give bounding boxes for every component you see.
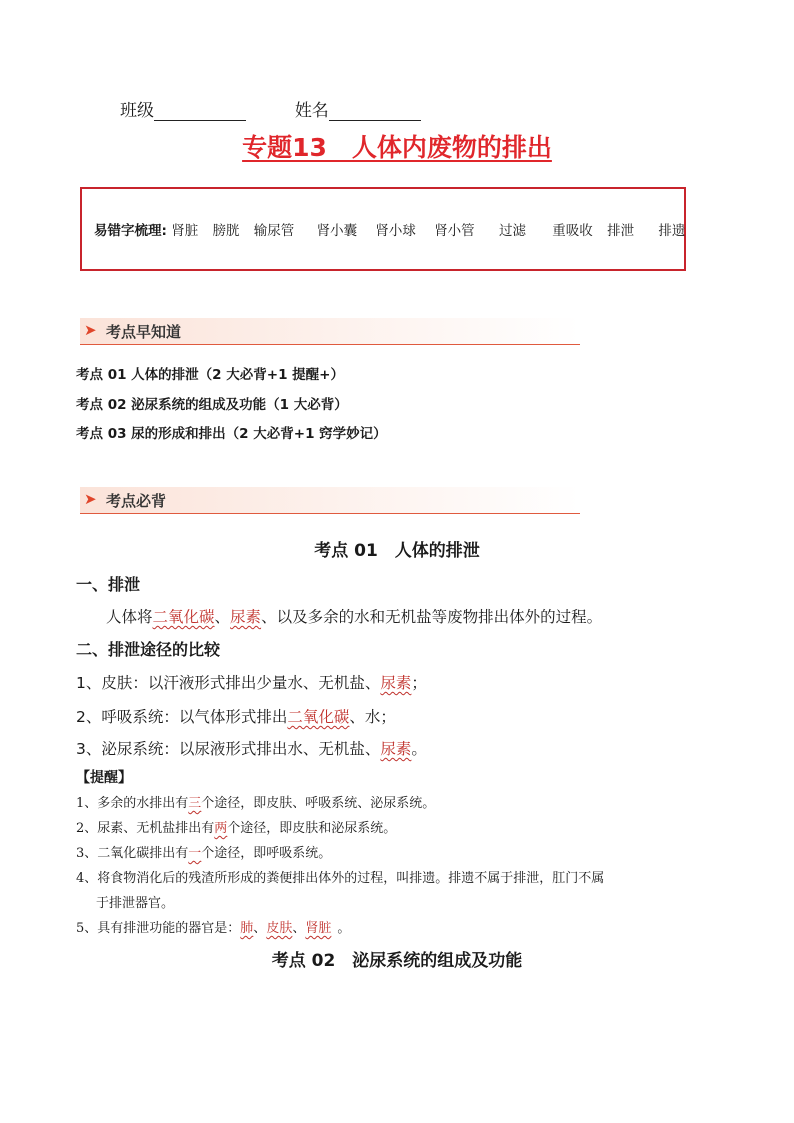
text-span: 、	[253, 921, 267, 936]
error-prone-words-box	[80, 187, 686, 271]
keyword-urea: 尿素	[230, 608, 262, 626]
arrow-icon: ➤	[84, 321, 97, 339]
keyword: 一	[188, 846, 202, 861]
text-span: 、水；	[349, 708, 396, 726]
error-word: 输尿管	[253, 223, 295, 239]
name-blank[interactable]	[329, 102, 421, 121]
text-span: 个途径，即呼吸系统。	[201, 846, 332, 861]
keyword-kidney: 肾脏	[305, 921, 332, 936]
tip-item-continued: 于排泄器官。	[96, 896, 175, 911]
section-heading: 考点必背	[106, 492, 167, 510]
keyword-skin: 皮肤	[266, 921, 293, 936]
section-heading: 考点早知道	[106, 323, 182, 341]
class-blank[interactable]	[154, 102, 246, 121]
text-span: 2、呼吸系统：以气体形式排出	[76, 708, 288, 726]
text-span: 、以及多余的水和无机盐等废物排出体外的过程。	[261, 608, 603, 626]
text-span: 2、尿素、无机盐排出有	[76, 821, 215, 836]
text-span: 5、具有排泄功能的器官是：	[76, 921, 241, 936]
route-item	[76, 705, 396, 727]
keyword: 尿素	[380, 674, 412, 692]
page-title: 专题13 人体内废物的排出	[242, 133, 552, 162]
error-word: 过滤	[498, 223, 526, 239]
section-header-must-know	[80, 487, 580, 514]
section-header-overview	[80, 318, 580, 345]
text-span: 1、多余的水排出有	[76, 796, 189, 811]
tip-item	[76, 817, 396, 836]
route-item	[76, 671, 427, 693]
error-word: 肾小囊	[316, 223, 358, 239]
error-word: 肾小管	[434, 223, 475, 239]
point01-subheading: 二、排泄途径的比较	[76, 640, 221, 659]
keyword: 两	[214, 821, 228, 836]
text-span: 3、泌尿系统：以尿液形式排出水、无机盐、	[76, 740, 381, 758]
keyword: 尿素	[380, 740, 412, 758]
error-word: 膀胱	[212, 223, 240, 239]
tip-item	[76, 917, 350, 936]
keyword-co2: 二氧化碳	[152, 608, 215, 626]
error-word: 肾脏	[171, 223, 199, 239]
keyword: 二氧化碳	[287, 708, 350, 726]
point01-title: 考点 01 人体的排泄	[314, 541, 480, 561]
error-words-line	[94, 219, 685, 239]
text-span: 、	[214, 608, 231, 626]
text-span: 人体将	[106, 608, 153, 626]
student-info-line	[120, 96, 421, 121]
error-word: 肾小球	[375, 223, 416, 239]
text-span: 1、皮肤：以汗液形式排出少量水、无机盐、	[76, 674, 381, 692]
tip-item: 4、将食物消化后的残渣所形成的粪便排出体外的过程，叫排遗。排遗不属于排泄，肛门不属	[76, 871, 605, 886]
excretion-definition	[106, 605, 602, 627]
text-span: 个途径，即皮肤、呼吸系统、泌尿系统。	[201, 796, 436, 811]
point01-subheading: 一、排泄	[76, 575, 141, 594]
tip-item	[76, 842, 331, 861]
tip-label: 【提醒】	[76, 770, 132, 786]
text-span: ；	[411, 674, 427, 692]
keyword: 三	[188, 796, 202, 811]
overview-item: 考点 03 尿的形成和排出（2 大必背+1 窍学妙记）	[76, 426, 387, 442]
tip-item	[76, 792, 435, 811]
text-span: 、	[292, 921, 306, 936]
error-word: 排泄	[607, 223, 635, 239]
overview-item: 考点 01 人体的排泄（2 大必背+1 提醒+）	[76, 367, 344, 383]
point02-title: 考点 02 泌尿系统的组成及功能	[271, 951, 523, 971]
text-span: 。	[411, 740, 427, 758]
text-span: 。	[337, 921, 351, 936]
error-words-label: 易错字梳理:	[94, 223, 167, 239]
error-word: 排遗	[658, 223, 686, 239]
class-label: 班级	[120, 101, 154, 121]
text-span: 个途径，即皮肤和泌尿系统。	[227, 821, 397, 836]
error-word: 重吸收	[552, 223, 593, 239]
keyword-lung: 肺	[240, 921, 254, 936]
overview-item: 考点 02 泌尿系统的组成及功能（1 大必背）	[76, 397, 348, 413]
name-label: 姓名	[294, 101, 329, 121]
route-item	[76, 737, 427, 759]
arrow-icon: ➤	[84, 490, 97, 508]
text-span: 3、二氧化碳排出有	[76, 846, 189, 861]
